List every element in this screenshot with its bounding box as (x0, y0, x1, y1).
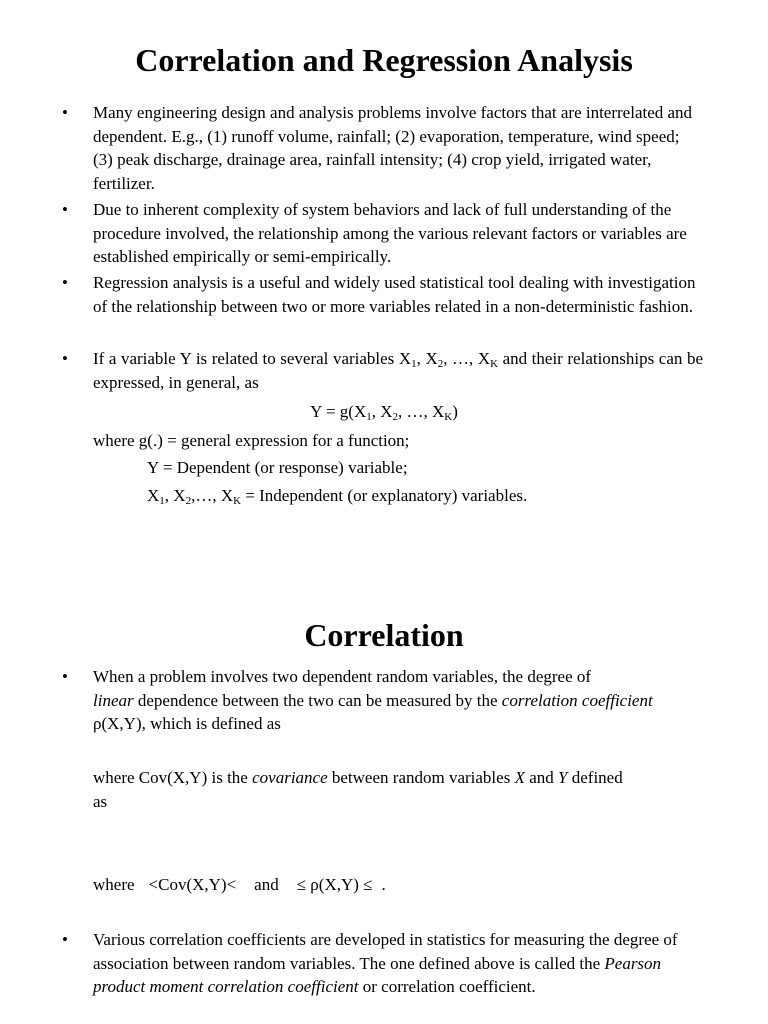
range-line (93, 873, 386, 897)
italic-term: covariance (252, 768, 328, 787)
text-run: between random variables (327, 768, 515, 787)
text-run: defined (567, 768, 623, 787)
dependent-variable-line: Y = Dependent (or response) variable; (147, 458, 408, 477)
text-run: where Cov(X,Y) is the (93, 768, 253, 787)
list-item (62, 928, 706, 999)
text-run: <Cov(X,Y)< (148, 875, 237, 894)
bullet-icon: • (62, 200, 68, 219)
italic-term: Y (558, 768, 568, 787)
equation (0, 400, 768, 424)
subscript: 1 (366, 411, 372, 423)
text-run: When a problem involves two dependent random variables, the degree of (93, 667, 592, 686)
list-item (62, 665, 706, 736)
text-run: , …, X (398, 402, 445, 421)
section-title: Correlation (304, 617, 464, 653)
text-run: ) (452, 402, 458, 421)
where-line: where g(.) = general expression for a function; (93, 431, 410, 450)
page-title: Correlation and Regression Analysis (135, 42, 633, 78)
subscript: K (233, 495, 242, 507)
bullet-icon: • (62, 103, 68, 122)
bullet-text (93, 928, 703, 999)
italic-term: X (514, 768, 525, 787)
subscript: K (490, 358, 499, 370)
text-run: X (147, 486, 160, 505)
list-item (62, 101, 706, 195)
bullet-text (93, 665, 703, 736)
text-run: , …, X (443, 349, 491, 368)
text-run: , X (416, 349, 438, 368)
text-run: . (381, 875, 386, 894)
list-item (62, 271, 706, 318)
text-run: dependence between the two can be measured by the (133, 690, 502, 710)
bullet-icon: • (62, 349, 68, 368)
italic-term: correlation coefficient (501, 690, 653, 710)
text-run: Various correlation coefficients are developed in statistics for measuring the degree of association between random variables. The one defined above is called the (93, 930, 678, 973)
independent-variables-line (147, 484, 527, 508)
bullet-text: Regression analysis is a useful and widely used statistical tool dealing with investigation of the relationship between two or more variables related in a non-deterministic fashion. (93, 273, 696, 316)
italic-term: Pearson product moment correlation coefficient (93, 953, 662, 996)
bullet-text: Many engineering design and analysis problems involve factors that are interrelated and dependent. E.g., (1) runoff volume, rainfall; (2) evaporation, temperature, wind speed; (3) peak discharge, drainage area, rainfall intensity; (4) crop yield, irrigated water, fertilizer. (93, 103, 693, 193)
italic-term: linear (93, 690, 134, 710)
bullet-text (93, 347, 703, 394)
text-run: ≤ ρ(X,Y) ≤ (296, 875, 373, 894)
bullet-icon: • (62, 930, 68, 949)
text-run: or correlation coefficient. (358, 977, 536, 996)
covariance-line (93, 766, 703, 813)
text-run: If a variable Y is related to several variables X (93, 349, 412, 368)
subscript: K (444, 411, 453, 423)
bullet-text: Due to inherent complexity of system behaviors and lack of full understanding of the procedure involved, the relationship among the various relevant factors or variables are established empirically or semi-empirically. (93, 200, 687, 266)
subscript: 1 (159, 495, 165, 507)
text-run: , X (164, 486, 186, 505)
list-item (62, 198, 706, 269)
text-run: and (524, 768, 559, 787)
text-run: Y = g(X (310, 402, 367, 421)
bullet-icon: • (62, 667, 68, 686)
subscript: 2 (392, 411, 399, 423)
subscript: 1 (411, 358, 417, 370)
text-run: where (93, 875, 135, 894)
text-run: ρ(X,Y), which is defined as (93, 714, 281, 733)
text-run: , X (371, 402, 393, 421)
subscript: 2 (437, 358, 444, 370)
text-run: ,…, X (191, 486, 234, 505)
text-run: = Independent (or explanatory) variables. (241, 486, 528, 505)
text-run: and their relationships can be expressed, in general, as (93, 349, 703, 392)
text-run: and (254, 875, 279, 894)
list-item (62, 347, 706, 394)
text-run: as (93, 791, 108, 811)
subscript: 2 (185, 495, 192, 507)
bullet-icon: • (62, 273, 68, 292)
